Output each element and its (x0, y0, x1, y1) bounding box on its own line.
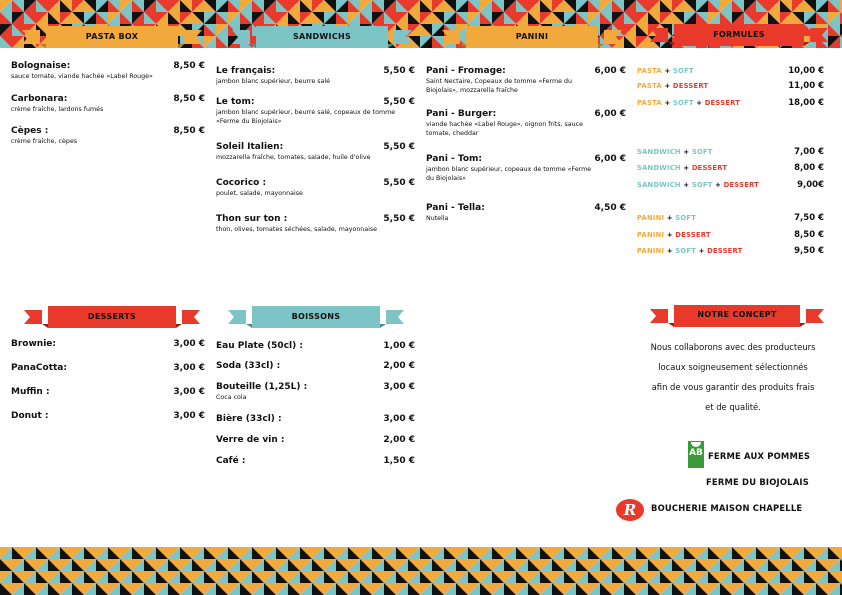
item-price: 1,50 € (383, 456, 415, 466)
item-name: Pani - Fromage: (426, 66, 506, 76)
item-price: 2,00 € (383, 361, 415, 371)
item-price: 5,50 € (383, 97, 415, 107)
leaf-shape (691, 442, 701, 447)
item-desc: Nutella (426, 215, 449, 222)
item-price: 8,50 € (173, 61, 205, 71)
item-price: 8,50 € (173, 94, 205, 104)
plus-sign: + (661, 67, 673, 75)
partner-boucherie-maison-chapelle: BOUCHERIE MAISON CHAPELLE (651, 503, 803, 513)
item-name: Thon sur ton : (216, 214, 288, 224)
ab-badge-text: AB (689, 448, 703, 458)
item-name: Bière (33cl) : (216, 414, 282, 424)
formule-part-soft: SOFT (675, 247, 697, 255)
menu-item-thon-sur-ton (216, 213, 415, 234)
formule-row (637, 229, 824, 241)
menu-item-le-francais (216, 65, 415, 86)
item-price: 4,50 € (594, 203, 626, 213)
formule-price: 10,00 € (788, 66, 824, 76)
item-price: 5,50 € (383, 178, 415, 188)
item-desc: sauce tomate, viande hachée «Label Rouge» (11, 73, 153, 80)
item-desc: Saint Nectaire, Copeaux de tomme «Ferme du Biojolais», mozzarella fraîche (426, 78, 573, 94)
boissons-list (216, 340, 415, 470)
menu-item-pani-tella (426, 202, 626, 223)
formule-price: 9,00€ (797, 180, 824, 190)
formule-part-soft: SOFT (691, 148, 713, 156)
menu-item-cafe (216, 455, 415, 467)
formule-part-pasta: PASTA (637, 67, 662, 75)
item-price: 3,00 € (173, 387, 205, 397)
item-name: Soleil Italien: (216, 142, 284, 152)
item-name: Eau Plate (50cl) : (216, 341, 303, 351)
concept-line: Nous collaborons avec des producteurs (650, 342, 816, 352)
formule-row (637, 80, 824, 92)
section-title-panini: PANINI (515, 32, 549, 41)
menu-item-biere (216, 413, 415, 425)
plus-sign: + (664, 214, 676, 222)
item-price: 2,00 € (383, 435, 415, 445)
item-price: 3,00 € (383, 414, 415, 424)
label-rouge-seal (615, 498, 645, 522)
item-name: Carbonara: (11, 94, 68, 104)
triangle-pattern-bottom (0, 547, 842, 595)
formule-part-soft: SOFT (672, 67, 694, 75)
item-price: 5,50 € (383, 214, 415, 224)
menu-item-brownie (11, 338, 205, 350)
formule-part-dessert: DESSERT (672, 82, 709, 90)
formule-combo (637, 179, 824, 191)
menu-item-muffin (11, 386, 205, 398)
menu-item-soda (216, 360, 415, 372)
item-name: Verre de vin : (216, 435, 285, 445)
item-price: 6,00 € (594, 66, 626, 76)
menu-item-pani-burger (426, 108, 626, 138)
item-desc: jambon blanc supérieur, copeaux de tomme «Ferme du Biojolais» (426, 166, 592, 182)
menu-item-pani-tom (426, 153, 626, 183)
item-name: Cèpes : (11, 126, 49, 136)
formule-price: 18,00 € (788, 98, 824, 108)
ribbon-boissons (228, 304, 404, 330)
formule-part-sandwich: SANDWICH (637, 181, 681, 189)
formule-part-panini: PANINI (637, 247, 665, 255)
plus-sign: + (664, 247, 676, 255)
formule-row (637, 179, 824, 191)
item-desc: crème fraîche, cèpes (11, 138, 78, 145)
section-title-concept: NOTRE CONCEPT (697, 310, 777, 319)
item-desc: thon, olives, tomates séchées, salade, mayonnaise (216, 226, 378, 233)
ribbon-panini (442, 24, 622, 50)
section-title-desserts: DESSERTS (87, 312, 137, 321)
menu-item-pani-fromage (426, 65, 626, 95)
formule-part-dessert: DESSERT (675, 231, 711, 239)
formule-row (637, 97, 824, 109)
formule-price: 8,00 € (794, 163, 824, 173)
ribbon-concept (650, 303, 824, 329)
plus-sign: + (680, 181, 692, 189)
partner-ferme-aux-pommes: FERME AUX POMMES (708, 451, 811, 461)
formule-row (637, 162, 824, 174)
item-name: Le tom: (216, 97, 255, 107)
menu-item-panacotta (11, 362, 205, 374)
formule-part-sandwich: SANDWICH (637, 148, 681, 156)
formule-part-soft: SOFT (691, 181, 713, 189)
formule-price: 7,50 € (794, 213, 824, 223)
plus-sign: + (693, 99, 705, 107)
item-price: 1,00 € (383, 341, 415, 351)
item-name: Pani - Tella: (426, 203, 485, 213)
item-name: Bouteille (1,25L) : (216, 382, 308, 392)
formule-row (637, 245, 824, 257)
plus-sign: + (680, 164, 692, 172)
item-name: Bolognaise: (11, 61, 71, 71)
plus-sign: + (712, 181, 724, 189)
sandwichs-list (216, 65, 415, 245)
formule-part-soft: SOFT (672, 99, 694, 107)
formule-part-soft: SOFT (675, 214, 697, 222)
plus-sign: + (680, 148, 692, 156)
formule-price: 11,00 € (788, 81, 824, 91)
item-name: Pani - Burger: (426, 109, 497, 119)
menu-item-le-tom (216, 96, 415, 126)
plus-sign: + (664, 231, 676, 239)
item-price: 8,50 € (173, 126, 205, 136)
item-desc: Coca cola (216, 394, 247, 401)
item-price: 5,50 € (383, 142, 415, 152)
menu-item-cepes (11, 125, 205, 146)
ribbon-pasta-box (22, 24, 202, 50)
section-title-pasta-box: PASTA BOX (85, 32, 139, 41)
menu-item-cocorico (216, 177, 415, 198)
bottom-decorative-pattern (0, 547, 842, 595)
desserts-list (11, 338, 205, 428)
ribbon-sandwichs (232, 24, 412, 50)
item-name: Muffin : (11, 387, 50, 397)
item-price: 6,00 € (594, 154, 626, 164)
formule-part-sandwich: SANDWICH (637, 164, 681, 172)
plus-sign: + (661, 82, 673, 90)
item-price: 3,00 € (173, 411, 205, 421)
partner-ferme-du-biojolais: FERME DU BIOJOLAIS (706, 477, 809, 487)
formule-part-pasta: PASTA (637, 82, 662, 90)
section-title-formules: FORMULES (713, 30, 765, 39)
item-price: 3,00 € (383, 382, 415, 392)
item-desc: poulet, salade, mayonnaise (216, 190, 303, 197)
item-name: PanaCotta: (11, 363, 67, 373)
menu-item-soleil-italien (216, 141, 415, 162)
menu-item-carbonara (11, 93, 205, 114)
formule-price: 7,00 € (794, 147, 824, 157)
item-desc: jambon blanc supérieur, beurre salé (216, 78, 331, 85)
formule-part-dessert: DESSERT (704, 99, 741, 107)
plus-sign: + (661, 99, 673, 107)
formule-part-panini: PANINI (637, 214, 665, 222)
section-title-sandwichs: SANDWICHS (292, 32, 352, 41)
item-name: Donut : (11, 411, 49, 421)
panini-list (426, 65, 626, 235)
item-desc: mozzarella fraîche, tomates, salade, huile d'olive (216, 154, 371, 161)
formule-price: 9,50 € (794, 246, 824, 256)
plus-sign: + (696, 247, 708, 255)
item-name: Le français: (216, 66, 276, 76)
section-title-boissons: BOISSONS (291, 312, 341, 321)
concept-line: locaux soigneusement sélectionnés (658, 362, 808, 372)
ribbon-formules (650, 22, 828, 48)
formule-part-dessert: DESSERT (707, 247, 743, 255)
formule-row (637, 146, 824, 158)
concept-line: et de qualité. (705, 402, 761, 412)
item-price: 3,00 € (173, 339, 205, 349)
label-rouge-icon (615, 498, 645, 522)
organic-ab-icon (688, 441, 704, 468)
item-desc: crème fraîche, lardons fumés (11, 106, 104, 113)
svg-text:R: R (623, 501, 637, 519)
menu-item-bouteille (216, 381, 415, 402)
item-price: 6,00 € (594, 109, 626, 119)
formule-part-dessert: DESSERT (723, 181, 760, 189)
item-name: Pani - Tom: (426, 154, 483, 164)
formule-row (637, 212, 824, 224)
menu-item-verre-de-vin (216, 434, 415, 446)
pasta-box-list (11, 60, 205, 160)
item-desc: jambon blanc supérieur, beurre salé, copeaux de tomme «Ferme du Biojolais» (216, 109, 396, 125)
formule-part-pasta: PASTA (637, 99, 662, 107)
ribbon-desserts (24, 304, 200, 330)
item-name: Soda (33cl) : (216, 361, 281, 371)
formule-part-panini: PANINI (637, 231, 665, 239)
menu-item-donut (11, 410, 205, 422)
concept-line: afin de vous garantir des produits frais (651, 382, 815, 392)
concept-text (630, 337, 836, 417)
formule-row (637, 65, 824, 77)
menu-item-bolognaise (11, 60, 205, 81)
item-name: Brownie: (11, 339, 56, 349)
item-price: 3,00 € (173, 363, 205, 373)
item-desc: viande hachée «Label Rouge», oignon frits, sauce tomate, cheddar (426, 121, 583, 137)
item-name: Café : (216, 456, 246, 466)
menu-item-eau-plate (216, 340, 415, 352)
formule-price: 8,50 € (794, 230, 824, 240)
item-price: 5,50 € (383, 66, 415, 76)
item-name: Cocorico : (216, 178, 267, 188)
formule-part-dessert: DESSERT (691, 164, 728, 172)
